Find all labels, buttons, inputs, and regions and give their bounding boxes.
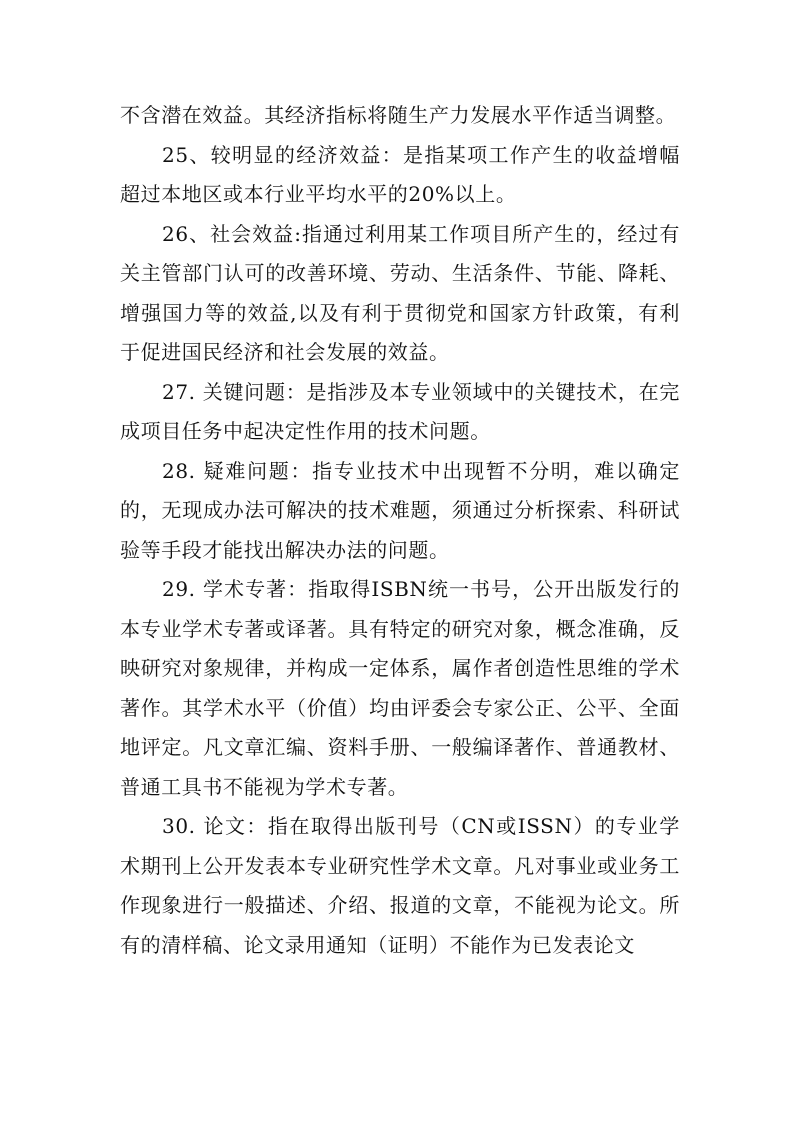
paragraph-item-27: 27. 关键问题：是指涉及本专业领域中的关键技术，在完成项目任务中起决定性作用的技术问题。	[120, 379, 680, 443]
paragraph-continuation: 不含潜在效益。其经济指标将随生产力发展水平作适当调整。	[120, 103, 677, 127]
paragraph-item-28: 28. 疑难问题：指专业技术中出现暂不分明，难以确定的，无现成办法可解决的技术难题，须通过分析探索、科研试验等手段才能找出解决办法的问题。	[120, 458, 680, 562]
body-text	[120, 96, 680, 965]
paragraph-item-30: 30. 论文：指在取得出版刊号（CN或ISSN）的专业学术期刊上公开发表本专业研究性学术文章。凡对事业或业务工作现象进行一般描述、介绍、报道的文章，不能视为论文。所有的清样稿、论文录用通知（证明）不能作为已发表论文	[120, 814, 680, 957]
paragraph-item-25: 25、较明显的经济效益：是指某项工作产生的收益增幅超过本地区或本行业平均水平的20%以上。	[120, 142, 680, 206]
paragraph-item-26: 26、社会效益:指通过利用某工作项目所产生的，经过有关主管部门认可的改善环境、劳动、生活条件、节能、降耗、增强国力等的效益,以及有利于贯彻党和国家方针政策，有利于促进国民经济和社会发展的效益。	[120, 221, 680, 364]
paragraph-item-29: 29. 学术专著：指取得ISBN统一书号，公开出版发行的本专业学术专著或译著。具有特定的研究对象，概念准确，反映研究对象规律，并构成一定体系，属作者创造性思维的学术著作。其学术水平（价值）均由评委会专家公正、公平、全面地评定。凡文章汇编、资料手册、一般编译著作、普通教材、普通工具书不能视为学术专著。	[120, 577, 680, 799]
